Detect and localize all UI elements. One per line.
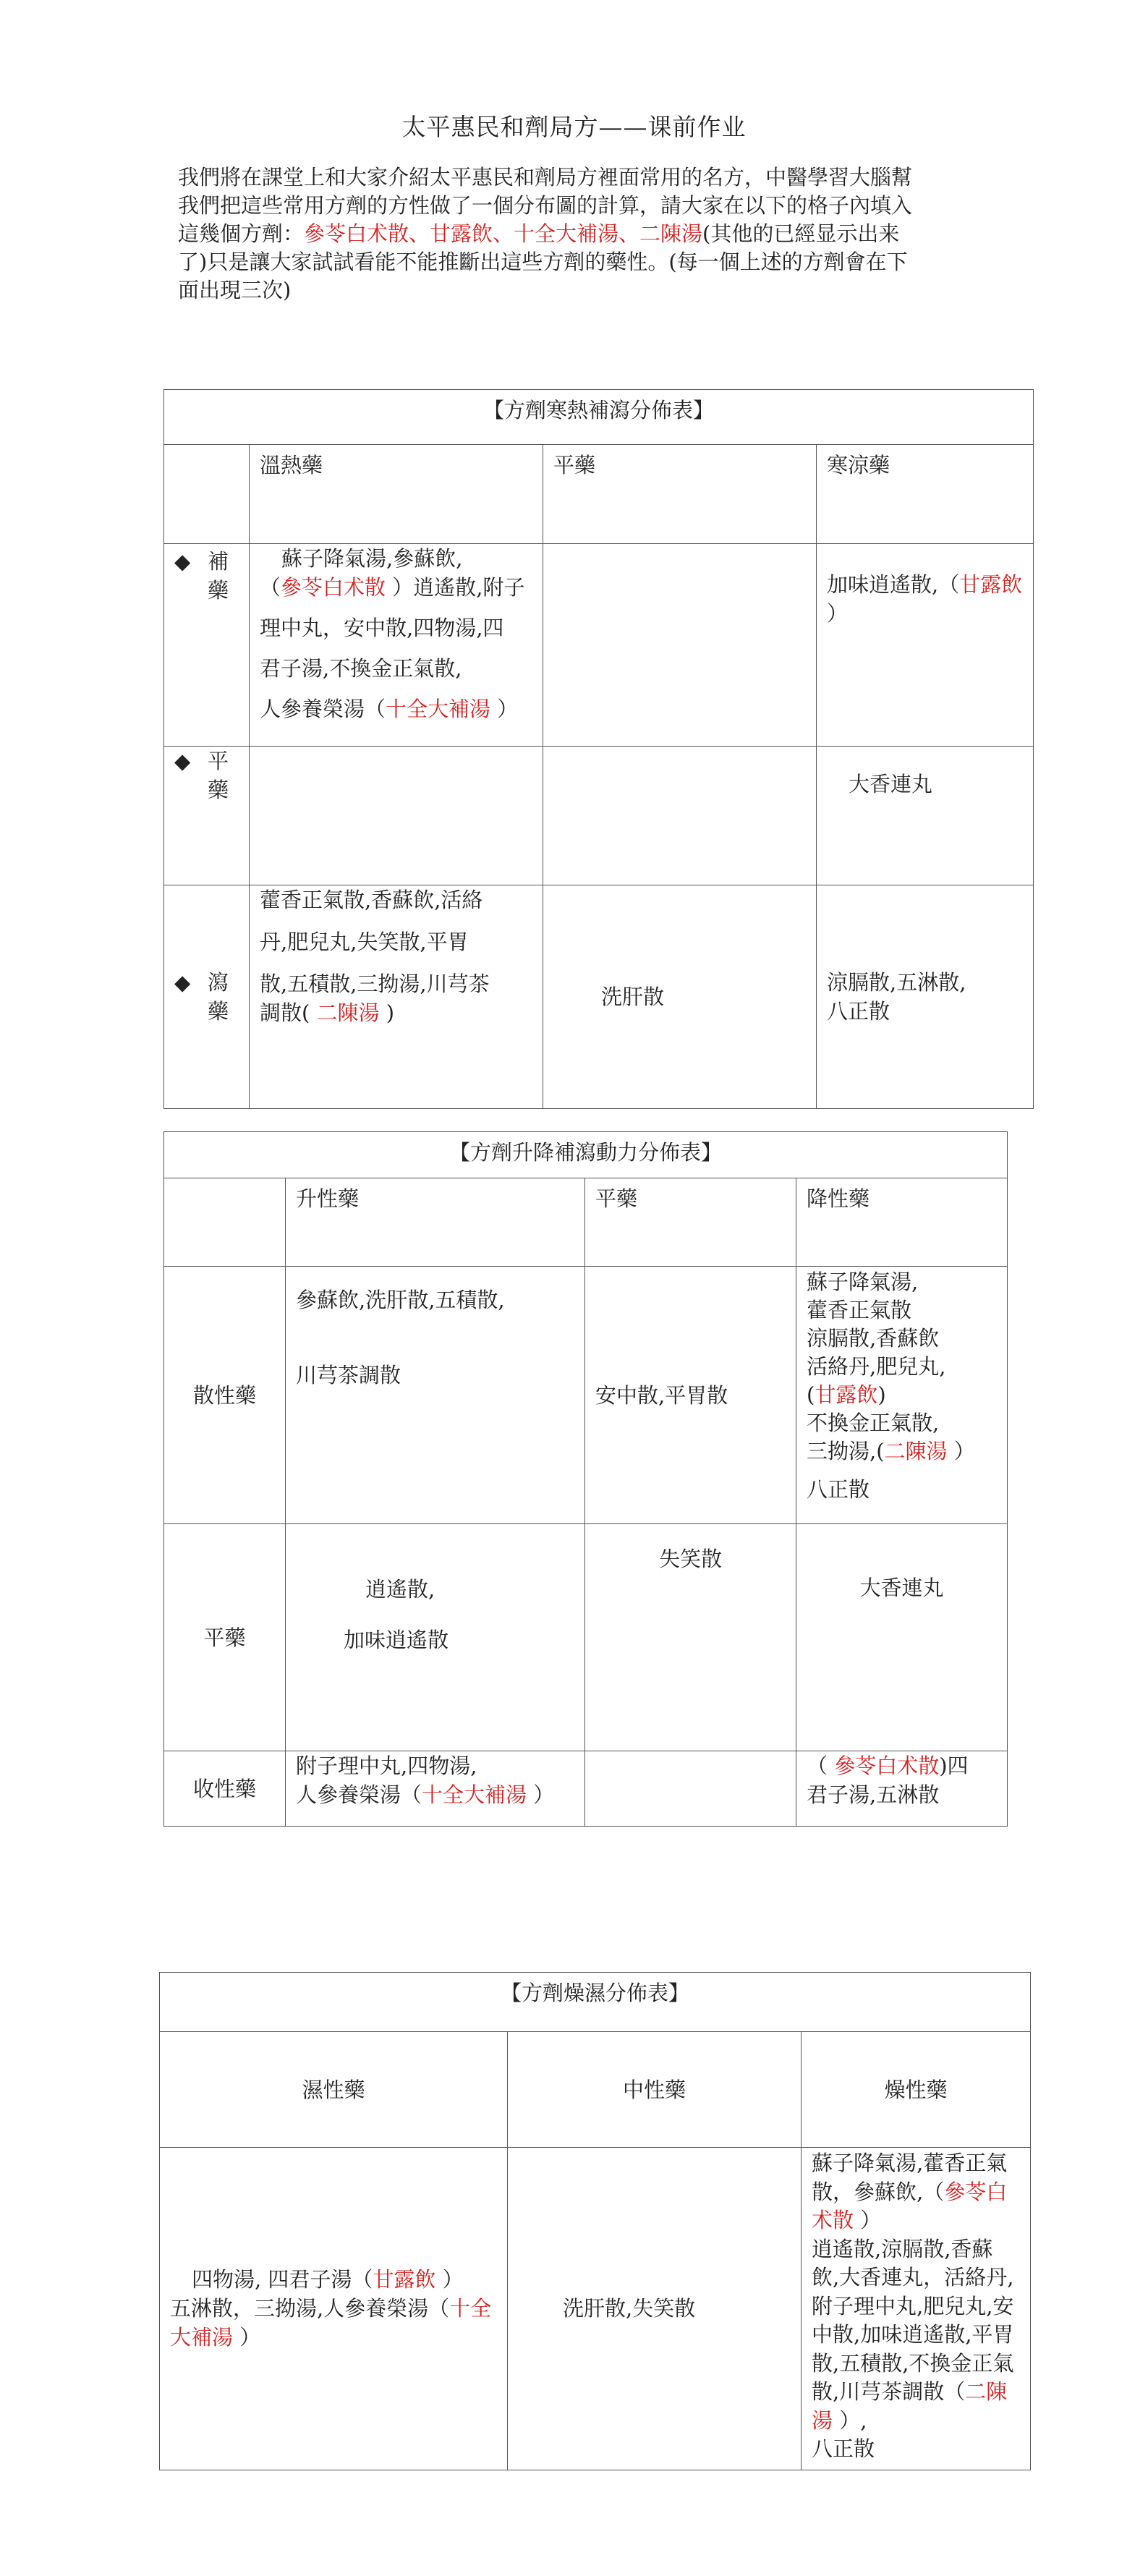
page-title: 太平惠民和劑局方——课前作业 xyxy=(401,113,747,141)
intro-line: 我們將在課堂上和大家介紹太平惠民和劑局方裡面常用的名方，中醫學習大腦幫 xyxy=(178,165,913,190)
intro-text: 這幾個方劑： xyxy=(178,221,305,246)
formula-text: ） xyxy=(490,697,519,721)
diamond-bullet-icon: ◆ xyxy=(174,549,191,574)
formula-text: 人參養榮湯（ xyxy=(260,697,386,721)
answer-formula: 甘露飲 xyxy=(959,572,1023,597)
column-header: 降性藥 xyxy=(796,1178,1008,1267)
formula-text: 四物湯, 四君子湯（ xyxy=(192,2267,373,2292)
cell-neutral-neutral: 失笑散 xyxy=(585,1524,796,1751)
corner-cell xyxy=(164,1178,286,1267)
cell-cold-purge xyxy=(817,885,1034,1109)
formula-line: 涼膈散,五淋散, xyxy=(827,970,966,995)
answer-formula: 十全大補湯 xyxy=(170,2296,492,2350)
formula-text: ）, xyxy=(833,2407,867,2433)
formula-line: 君子湯,五淋散 xyxy=(807,1782,940,1807)
formula-text: ） xyxy=(827,601,849,626)
cell-rise-neutral xyxy=(286,1524,585,1751)
ascend-descend-table xyxy=(163,1131,1008,1827)
row-label: 補藥 xyxy=(208,549,229,603)
formula-line: 參蘇飲,洗肝散,五積散, xyxy=(296,1288,505,1312)
formula-line: 逍遙散, xyxy=(365,1577,435,1602)
row-header-neutral: 平藥 xyxy=(164,1524,286,1751)
formula-line xyxy=(260,998,532,1027)
formula-text: 調散( xyxy=(260,1000,317,1025)
formula-text: 加味逍遙散,（ xyxy=(827,572,960,597)
cell-rise-astringent xyxy=(286,1751,585,1827)
intro-line: 我們把這些常用方劑的方性做了一個分布圖的計算，請大家在以下的格子內填入 xyxy=(178,193,913,218)
answer-formula: 參苓白术散 xyxy=(834,1754,940,1778)
formula-text: （ xyxy=(807,1754,835,1778)
column-header: 燥性藥 xyxy=(802,2032,1031,2148)
formula-line xyxy=(260,694,532,723)
corner-cell xyxy=(164,445,250,544)
formula-line xyxy=(296,1780,574,1809)
dry-damp-table xyxy=(159,1972,1031,2470)
formula-line xyxy=(807,1437,997,1466)
formula-line xyxy=(807,1751,997,1780)
cell-cold-neutral: 大香連丸 xyxy=(817,747,1034,885)
formula-line: 八正散 xyxy=(812,2436,875,2461)
column-header: 溫熱藥 xyxy=(250,445,543,544)
formula-line: 散,五積散,三拗湯,川芎茶 xyxy=(260,972,490,996)
formula-text: ） xyxy=(854,2208,882,2232)
formula-line: 附子理中丸,四物湯, xyxy=(296,1754,477,1778)
formula-text: ）逍遙散,附子 xyxy=(386,575,525,600)
formula-line: 不換金正氣散, xyxy=(807,1411,940,1435)
cell-neutral: 洗肝散,失笑散 xyxy=(508,2148,802,2470)
answer-formula: 參苓白术散 xyxy=(281,575,386,600)
formula-text: 逍遙散,涼膈散,香蘇飲,大香連丸，活絡丹,附子理中丸,肥兒丸,安中散,加味逍遙散,平胃散,五積散,不換金正氣散,川芎茶調散（ xyxy=(812,2236,1014,2404)
answer-formula: 二陳湯 xyxy=(316,1000,380,1025)
column-header: 寒涼藥 xyxy=(817,445,1034,544)
answer-formula: 十全大補湯 xyxy=(386,697,491,721)
formula-text: ） xyxy=(435,2267,464,2292)
table-caption: 【方劑寒熱補瀉分佈表】 xyxy=(164,390,1034,445)
row-header-purge xyxy=(164,885,250,1109)
cell-cold-tonic xyxy=(817,544,1034,747)
diamond-bullet-icon: ◆ xyxy=(174,749,191,773)
row-header-astringent: 收性藥 xyxy=(164,1751,286,1827)
formula-line: 藿香正氣散,香蘇飲,活絡 xyxy=(260,888,483,912)
formula-line: 丹,肥兒丸,失笑散,平胃 xyxy=(260,930,469,954)
formula-text: 五淋散，三拗湯,人參養榮湯（ xyxy=(170,2296,450,2321)
paren: ) xyxy=(877,1382,886,1407)
formula-text: ) xyxy=(379,1000,395,1025)
formula-line: 蘇子降氣湯, xyxy=(807,1270,919,1294)
table-caption: 【方劑燥濕分佈表】 xyxy=(160,1973,1031,2032)
formula-line: 蘇子降氣湯,參蘇飲, xyxy=(281,546,463,571)
formula-text: 三拗湯,( xyxy=(807,1439,885,1463)
formula-text: ） xyxy=(947,1439,975,1463)
cell-rise-dispersing xyxy=(286,1267,585,1524)
row-label: 瀉藥 xyxy=(208,970,229,1024)
formula-line: 八正散 xyxy=(827,999,890,1024)
answer-formula: 甘露飲 xyxy=(373,2267,436,2292)
paren: （ xyxy=(260,575,281,600)
cell-dry xyxy=(802,2148,1031,2470)
formula-text: )四 xyxy=(939,1754,969,1778)
formula-line xyxy=(260,573,532,602)
formula-text: 人參養榮湯（ xyxy=(296,1782,422,1807)
intro-formula-list: 參苓白术散、甘露飲、十全大補湯、二陳湯 xyxy=(304,221,703,246)
cell-fall-astringent xyxy=(796,1751,1008,1827)
formula-line xyxy=(170,2294,497,2352)
cell-fall-neutral: 大香連丸 xyxy=(796,1524,1008,1751)
column-header: 升性藥 xyxy=(286,1178,585,1267)
cell-warm-tonic xyxy=(250,544,543,747)
row-header-neutral xyxy=(164,747,250,885)
row-label: 平藥 xyxy=(208,749,229,802)
formula-line xyxy=(807,1381,997,1409)
answer-formula: 甘露飲 xyxy=(815,1382,878,1407)
column-header: 平藥 xyxy=(543,445,817,544)
intro-line: 面出現三次) xyxy=(178,278,292,302)
diamond-bullet-icon: ◆ xyxy=(174,970,191,995)
row-header-dispersing: 散性藥 xyxy=(164,1267,286,1524)
answer-formula: 參苓白术散 xyxy=(812,2179,1008,2232)
intro-paragraph xyxy=(178,163,1003,305)
cell-neutral-neutral xyxy=(543,747,817,885)
cell-neutral-dispersing: 安中散,平胃散 xyxy=(585,1267,796,1524)
table-caption: 【方劑升降補瀉動力分佈表】 xyxy=(164,1132,1008,1178)
row-header-tonic xyxy=(164,544,250,747)
cell-neutral-purge: 洗肝散 xyxy=(543,885,817,1109)
cell-warm-purge xyxy=(250,885,543,1109)
answer-formula: 二陳湯 xyxy=(812,2379,1008,2433)
formula-line: 八正散 xyxy=(807,1477,870,1502)
paren: ( xyxy=(807,1382,815,1407)
column-header: 中性藥 xyxy=(508,2032,802,2148)
answer-formula: 十全大補湯 xyxy=(422,1782,527,1807)
formula-line: 理中丸，安中散,四物湯,四 xyxy=(260,616,504,640)
cell-neutral-astringent xyxy=(585,1751,796,1827)
formula-line: 川芎茶調散 xyxy=(296,1363,401,1387)
cell-wet xyxy=(160,2148,508,2470)
formula-text: ） xyxy=(233,2325,261,2350)
formula-line: 活絡丹,肥兒丸, xyxy=(807,1354,946,1379)
cell-warm-neutral xyxy=(250,747,543,885)
intro-text: (其他的已經显示出来 xyxy=(702,221,900,246)
formula-line: 涼膈散,香蘇飲 xyxy=(807,1326,940,1351)
formula-block xyxy=(812,2235,1020,2436)
answer-formula: 二陳湯 xyxy=(884,1439,948,1463)
formula-text: 蘇子降氣湯,藿香正氣散，參蘇飲,（ xyxy=(812,2151,1008,2204)
formula-line: 藿香正氣散 xyxy=(807,1298,912,1322)
column-header: 平藥 xyxy=(585,1178,796,1267)
column-header: 濕性藥 xyxy=(160,2032,508,2148)
formula-line xyxy=(170,2265,497,2294)
intro-line: 了)只是讓大家試試看能不能推斷出這些方劑的藥性。(每一個上述的方劑會在下 xyxy=(178,250,908,274)
formula-line: 加味逍遙散 xyxy=(344,1628,449,1652)
cold-heat-table xyxy=(163,389,1034,1109)
formula-line: 君子湯,不換金正氣散, xyxy=(260,656,462,681)
cell-neutral-tonic xyxy=(543,544,817,747)
formula-text: ） xyxy=(527,1782,555,1807)
intro-line xyxy=(178,220,1003,248)
cell-fall-dispersing xyxy=(796,1267,1008,1524)
